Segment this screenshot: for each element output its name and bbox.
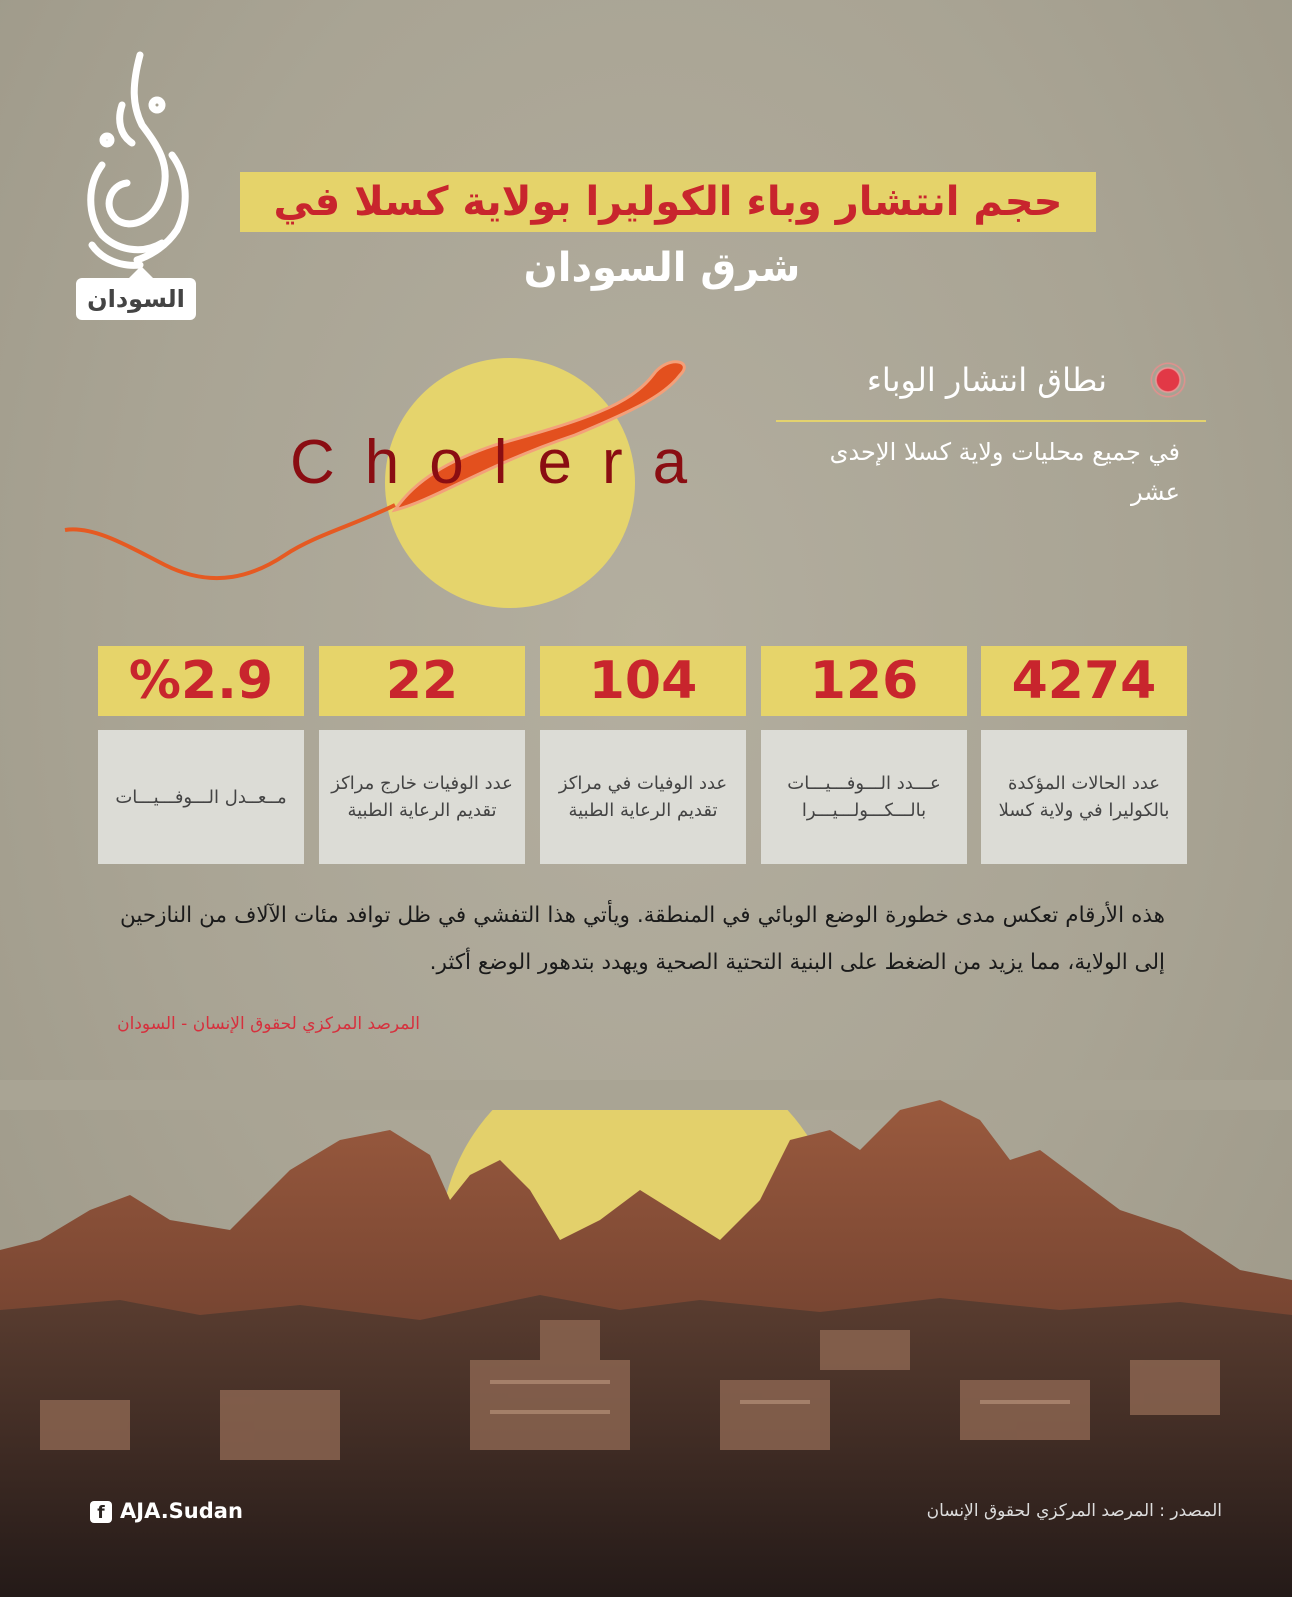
- spread-heading: نطاق انتشار الوباء: [866, 361, 1107, 399]
- source-credit: المرصد المركزي لحقوق الإنسان - السودان: [117, 1014, 420, 1034]
- stat-value-deaths-in-centers: 104: [540, 646, 746, 716]
- stat-value-cholera-deaths: 126: [761, 646, 967, 716]
- facebook-icon: f: [90, 1501, 112, 1523]
- stat-value-deaths-outside-centers: 22: [319, 646, 525, 716]
- town-shape: [0, 1295, 1292, 1597]
- title-line-2: شرق السودان: [523, 245, 801, 291]
- pulse-dot-icon: [1148, 360, 1188, 400]
- stat-value-confirmed-cases: 4274: [981, 646, 1187, 716]
- title-line-1: حجم انتشار وباء الكوليرا بولاية كسلا في: [240, 172, 1096, 232]
- stat-label-confirmed-cases: عدد الحالات المؤكدة بالكوليرا في ولاية كسلا: [981, 730, 1187, 864]
- cholera-word: Cholera: [290, 428, 718, 497]
- stat-value-mortality-rate: %2.9: [98, 646, 304, 716]
- stat-label-deaths-outside-centers: عدد الوفيات خارج مراكز تقديم الرعاية الطبية: [319, 730, 525, 864]
- stat-label-deaths-in-centers: عدد الوفيات في مراكز تقديم الرعاية الطبية: [540, 730, 746, 864]
- spread-description: في جميع محليات ولاية كسلا الإحدى عشر: [829, 438, 1180, 506]
- source-note: المصدر : المرصد المركزي لحقوق الإنسان: [926, 1501, 1222, 1521]
- spread-divider: [776, 420, 1206, 422]
- facebook-link[interactable]: [90, 1496, 340, 1526]
- cholera-illustration: [55, 355, 755, 615]
- stat-label-cholera-deaths: عـــدد الـــوفـــيـــات بالـــكـــولـــيـــرا: [761, 730, 967, 864]
- summary-paragraph: هذه الأرقام تعكس مدى خطورة الوضع الوبائي في المنطقة. ويأتي هذا التفشي في ظل توافد مئات الآلاف من النازحين إلى الولاية، مما يزيد من الضغط على البنية التحتية الصحية ويهدد بتدهور الوضع أكثر.: [120, 903, 1165, 975]
- logo-badge: السودان: [76, 278, 196, 320]
- facebook-handle: AJA.Sudan: [120, 1499, 243, 1523]
- bacterium-flagellum-icon: [65, 505, 395, 578]
- landscape-top-mask: [0, 1080, 1292, 1110]
- stat-label-mortality-rate: مــعــدل الـــوفـــيـــات: [98, 730, 304, 864]
